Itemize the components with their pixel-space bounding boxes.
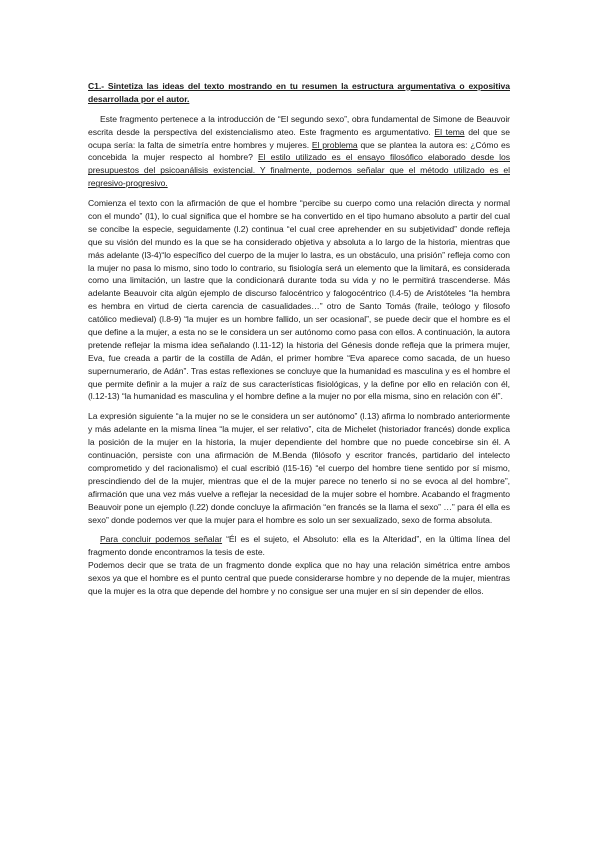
intro-text-2: del que se ocupa sería: la falta de simetría entre hombres y mujeres. (88, 126, 510, 150)
intro-text-3: que se plantea la autora es: ¿Cómo es concebida la mujer respecto al hombre? (88, 139, 510, 163)
intro-problem-label: El problema (311, 139, 358, 150)
question-heading: C1.- Sintetiza las ideas del texto mostrando en tu resumen la estructura argumentativa o expositiva desarrollada por el autor. (88, 81, 510, 104)
paragraph-analysis-1: Comienza el texto con la afirmación de que el hombre “percibe su cuerpo como una relación directa y normal con el mundo” (l1), lo cual significa que el hombre se ha convertido en el tipo humano absoluto a partir del cual se concibe la especie, seguidamente (l.2) continua “el cual cree aprehender en su subjetividad” donde refleja que su visión del mundo es la que se ha considerado objetiva y absoluta a lo largo de la historia, mientras que más adelante (l3-4)“lo específico del cuerpo de la mujer lo lastra, es un obstáculo, una prisión” refleja como con la mujer no pasa lo mismo, sino todo lo contrario, su fisiología será un elemento que la limitará, es considerada como una limitación, un lastre que la condicionará durante toda su vida y no le permitirá trascenderse. Más adelante Beauvoir cita algún ejemplo de discurso falocéntrico y falogocéntrico (l.4-5) de Aristóteles “la hembra es hembra en virtud de cierta carencia de casualidades…” otro de Santo Tomás (fraile, teólogo y filosofo católico medieval) (l.8-9) “la mujer es un hombre fallido, un ser ocasional”, se puede decir que el hombre es el que define a la mujer, a esta no se le considera un ser autónomo como pasa con ellos. A continuación, la autora pretende reflejar la misma idea señalando (l.11-12) la historia del Génesis donde refleja que la primera mujer, Eva, fue creada a partir de la costilla de Adán, el primer hombre “Eva aparece como sacada, de un hueso supernumerario, de Adán”. Tras estas reflexiones se concluye que la humanidad es masculina y es el hombre el que permite definir a la mujer a raíz de sus características fisiológicas, y la define por ello en relación con él, (l.12-13) “la humanidad es masculina y el hombre define a la mujer no por ella misma, sino en relación con él”. (88, 198, 510, 402)
conclusion-label: Para concluir podemos señalar (100, 534, 223, 545)
intro-style-method: El estilo utilizado es el ensayo filosófico elaborado desde los presupuestos del psicoanálisis existencial. Y finalmente, podemos señalar que el método utilizado es el regresivo-progresivo. (88, 152, 510, 189)
document-page (88, 80, 510, 598)
paragraph-conclusion (88, 533, 510, 559)
intro-text-1: Este fragmento pertenece a la introducción de “El segundo sexo”, obra fundamental de Simone de Beauvoir escrita desde la perspectiva del existencialismo ateo. Este fragmento es argumentativo. (88, 113, 510, 137)
paragraph-introduction (88, 113, 510, 190)
paragraph-final: Podemos decir que se trata de un fragmento donde explica que no hay una relación simétrica entre ambos sexos ya que el hombre es el punto central que puede considerarse hombre y no depende de la mujer, mientras que la mujer es la otra que depende del hombre y no consigue ser una mujer en sí sin depender de ellos. (88, 560, 510, 596)
conclusion-text: “Él es el sujeto, el Absoluto: ella es la Alteridad”, en la última línea del fragmento donde encontramos la tesis de este. (88, 534, 510, 558)
paragraph-analysis-2: La expresión siguiente “a la mujer no se le considera un ser autónomo” (l.13) afirma lo nombrado anteriormente y más adelante en la misma línea “la mujer, el ser relativo”, cita de Michelet (historiador francés) donde explica la posición de la mujer en la historia, la mujer dependiente del hombre que no puede concebirse sin él. A continuación, persiste con una afirmación de M.Benda (filósofo y escritor francés, partidario del intelecto comprometido y del racionalismo) el cual escribió (l15-16) “el cuerpo del hombre tiene sentido por sí mismo, prescindiendo del de la mujer, mientras que el de la mujer parece no tenerlo si no se evoca al del hombre”, afirmación que una vez más vuelve a reflejar la necesidad de la mujer sobre el hombre. Acabando el fragmento Beauvoir pone un ejemplo (l.22) donde concluye la afirmación “en francés se la llama el sexo” …” para él ella es sexo” donde podemos ver que la mujer para el hombre es solo un ser sexualizado, sexo de forma absoluta. (88, 411, 510, 525)
intro-theme-label: El tema (434, 126, 465, 137)
